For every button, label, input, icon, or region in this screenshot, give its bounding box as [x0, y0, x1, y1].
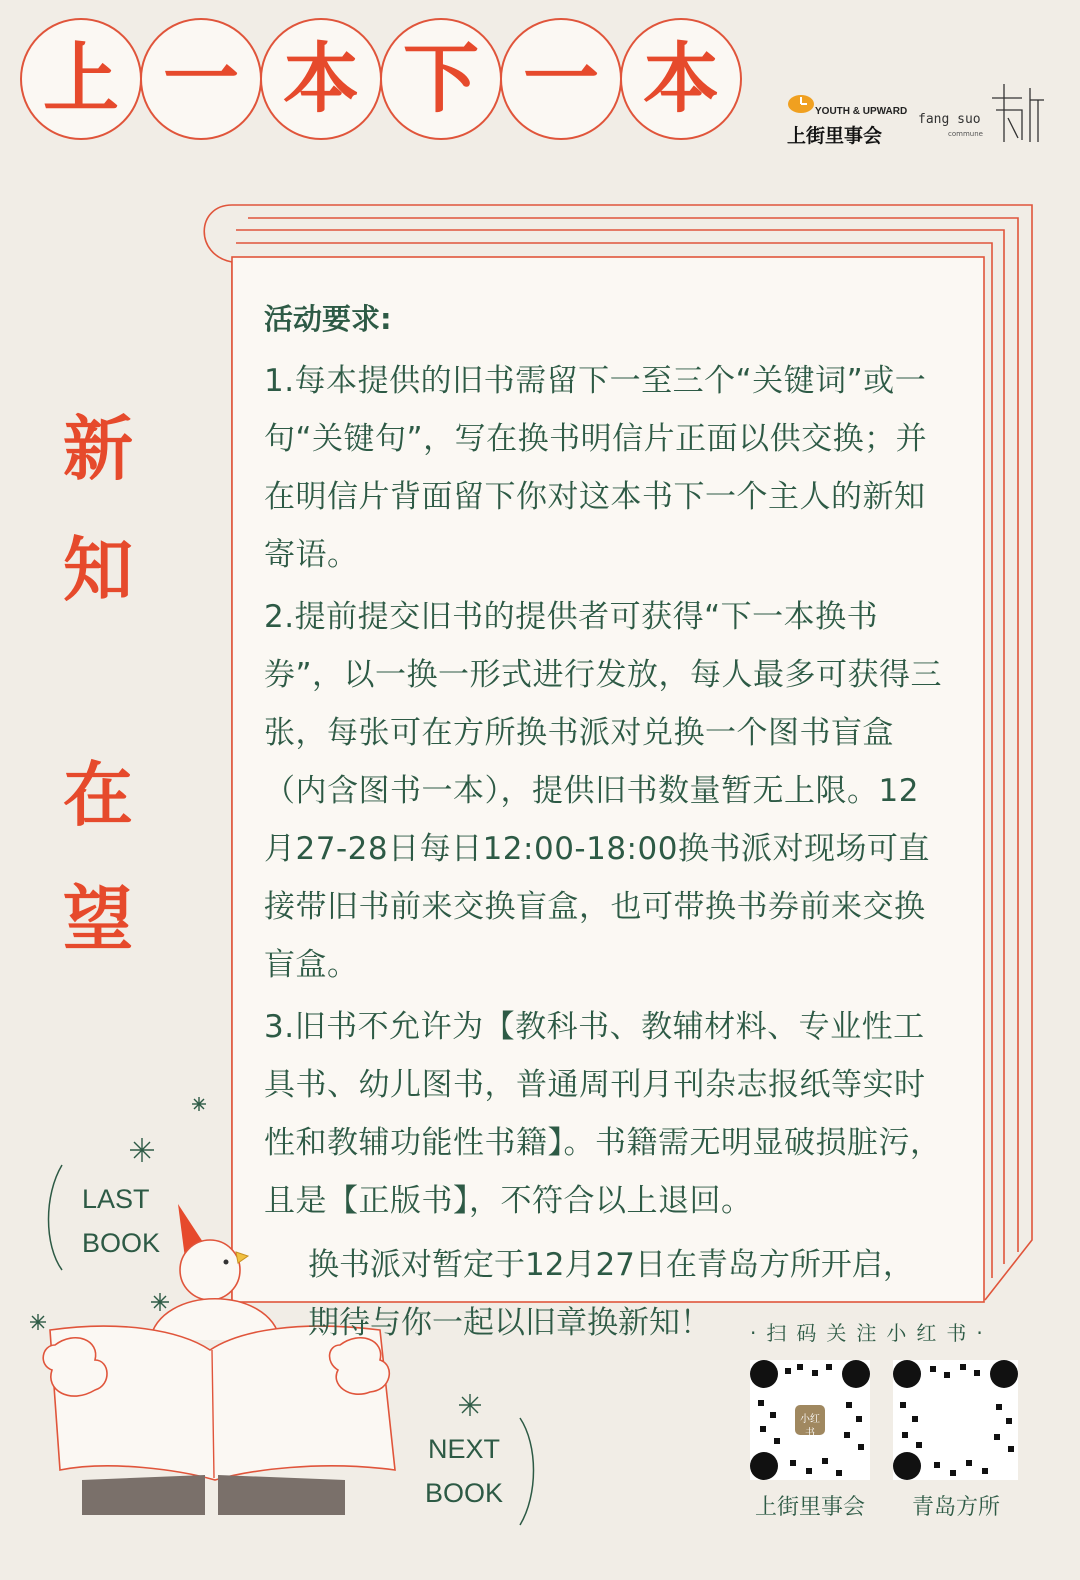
closing-text: 换书派对暂定于12月27日在青岛方所开启，期待与你一起以旧章换新知！	[308, 1247, 914, 1341]
qr-label-right: 青岛方所	[912, 1495, 1001, 1520]
qr-center-badge: 小红书	[800, 1414, 820, 1439]
fangsuo-sub: commune	[948, 130, 983, 138]
side-char: 在	[63, 754, 133, 836]
last-book-line1: LAST	[82, 1184, 150, 1214]
rules-content	[264, 290, 944, 1352]
qr-code-icon	[750, 1360, 1018, 1480]
next-book-line1: NEXT	[428, 1434, 501, 1464]
qr-label-left: 上街里事会	[755, 1495, 866, 1520]
title-char: 一	[500, 18, 622, 140]
fangsuo-en: fang suo	[918, 112, 981, 127]
next-book-arc	[520, 1418, 534, 1525]
title-char: 下	[380, 18, 502, 140]
qr-title: ·扫码关注小红书·	[750, 1321, 993, 1345]
side-char: 新	[63, 408, 133, 490]
last-book-label	[82, 1177, 160, 1265]
youth-upward-en: YOUTH & UPWARD	[815, 106, 908, 117]
title-char: 一	[140, 18, 262, 140]
side-char: 知	[63, 529, 133, 611]
last-book-line2: BOOK	[82, 1228, 161, 1258]
title-char: 上	[20, 18, 142, 140]
rule-paragraph: 2.提前提交旧书的提供者可获得“下一本换书券”，以一换一形式进行发放，每人最多可获得三张，每张可在方所换书派对兑换一个图书盲盒（内含图书一本），提供旧书数量暂无上限。12月27-28日每日12:00-18:00换书派对现场可直接带旧书前来交换盲盒，也可带换书券前来交换盲盒。	[264, 599, 943, 983]
next-book-line2: BOOK	[425, 1478, 504, 1508]
rule-paragraph: 1.每本提供的旧书需留下一至三个“关键词”或一句“关键句”，写在换书明信片正面以供交换；并在明信片背面留下你对这本书下一个主人的新知寄语。	[264, 363, 928, 573]
rule-paragraph: 3.旧书不允许为【教科书、教辅材料、专业性工具书、幼儿图书，普通周刊月刊杂志报纸等实时性和教辅功能性书籍】。书籍需无明显破损脏污，且是【正版书】，不符合以上退回。	[264, 1009, 942, 1219]
last-book-arc	[49, 1165, 63, 1270]
title-char: 本	[620, 18, 742, 140]
side-char: 望	[63, 878, 133, 960]
next-book-label	[425, 1427, 503, 1515]
rules-heading: 活动要求:	[264, 302, 392, 336]
title-char: 本	[260, 18, 382, 140]
youth-upward-cn: 上街里事会	[787, 125, 883, 147]
